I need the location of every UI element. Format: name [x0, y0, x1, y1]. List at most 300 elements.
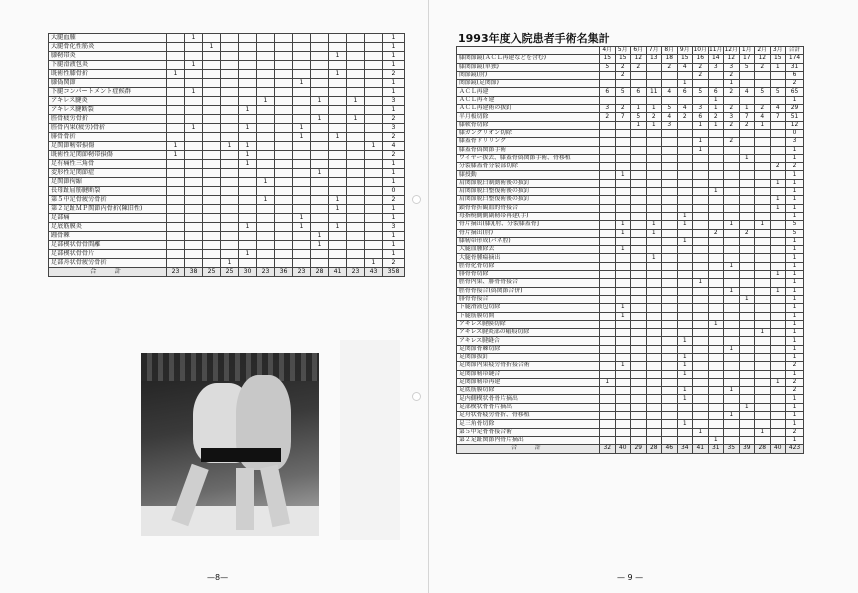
month-cell: 1	[677, 221, 693, 229]
month-cell	[329, 88, 347, 97]
month-cell	[677, 179, 693, 187]
table-row	[49, 214, 405, 223]
month-cell	[662, 436, 678, 444]
month-cell	[693, 80, 709, 88]
table-row	[457, 121, 804, 129]
month-cell	[257, 52, 275, 61]
total-cell: 23	[293, 268, 311, 277]
month-cell	[724, 312, 740, 320]
row-label: 第２足趾ＭＰ関節内骨折(陳旧性)	[49, 205, 167, 214]
month-cell	[770, 279, 786, 287]
month-cell: 1	[755, 121, 771, 129]
month-cell	[365, 52, 383, 61]
month-cell	[203, 205, 221, 214]
month-cell	[662, 412, 678, 420]
month-cell	[708, 287, 724, 295]
month-cell: 1	[724, 80, 740, 88]
month-cell	[221, 115, 239, 124]
month-cell	[724, 254, 740, 262]
month-cell	[365, 151, 383, 160]
month-cell	[167, 232, 185, 241]
month-cell	[646, 271, 662, 279]
month-cell	[724, 304, 740, 312]
row-total: 1	[786, 353, 804, 361]
month-cell	[185, 115, 203, 124]
month-cell: 1	[311, 169, 329, 178]
month-cell	[693, 403, 709, 411]
row-label: 膝蓋骨ドリリング	[457, 138, 600, 146]
month-cell	[755, 337, 771, 345]
month-cell	[646, 262, 662, 270]
month-cell	[770, 320, 786, 328]
month-cell	[600, 229, 616, 237]
month-cell	[275, 88, 293, 97]
month-cell	[347, 214, 365, 223]
month-cell	[708, 212, 724, 220]
month-cell	[221, 241, 239, 250]
surgery-table	[456, 46, 804, 454]
row-label: 下腿滑液包切除	[457, 304, 600, 312]
month-cell: 1	[677, 387, 693, 395]
month-cell	[221, 169, 239, 178]
month-cell	[293, 187, 311, 196]
total-label: 合 計	[49, 268, 167, 277]
month-cell	[693, 378, 709, 386]
month-cell	[677, 279, 693, 287]
month-cell: 1	[708, 96, 724, 104]
month-cell	[365, 124, 383, 133]
month-cell	[755, 188, 771, 196]
month-cell: 4	[662, 88, 678, 96]
row-label: 足部楔状骨骨片摘出	[457, 403, 600, 411]
table-row	[457, 196, 804, 204]
table-row	[49, 232, 405, 241]
row-total: 1	[786, 287, 804, 295]
month-cell: 1	[646, 121, 662, 129]
row-total: 1	[786, 254, 804, 262]
month-cell	[739, 304, 755, 312]
month-cell	[347, 151, 365, 160]
month-cell	[239, 61, 257, 70]
month-cell: 2	[739, 121, 755, 129]
month-cell	[677, 436, 693, 444]
month-cell: 1	[329, 196, 347, 205]
month-cell	[257, 124, 275, 133]
row-total: 51	[786, 113, 804, 121]
month-cell	[329, 232, 347, 241]
month-cell	[631, 329, 647, 337]
table-row	[49, 223, 405, 232]
month-cell	[275, 61, 293, 70]
month-cell	[311, 187, 329, 196]
month-cell	[293, 169, 311, 178]
row-label: 鎖骨骨折観血的骨接合	[457, 204, 600, 212]
row-total: 6	[786, 71, 804, 79]
month-cell	[770, 221, 786, 229]
month-cell	[293, 250, 311, 259]
row-label: ＡＣＬ再々建	[457, 96, 600, 104]
month-cell: 14	[708, 55, 724, 63]
month-cell	[708, 138, 724, 146]
month-cell	[365, 214, 383, 223]
month-cell	[770, 154, 786, 162]
row-total: 1	[383, 241, 405, 250]
month-cell	[311, 43, 329, 52]
month-cell	[677, 188, 693, 196]
month-cell	[646, 204, 662, 212]
month-cell	[693, 420, 709, 428]
month-cell	[739, 337, 755, 345]
row-label: 足部楔状骨骨間離	[49, 241, 167, 250]
month-cell	[770, 312, 786, 320]
month-cell: 1	[693, 138, 709, 146]
month-cell	[329, 187, 347, 196]
month-cell	[677, 329, 693, 337]
month-cell	[221, 43, 239, 52]
month-cell: 1	[739, 403, 755, 411]
month-cell	[631, 146, 647, 154]
left-diagnosis-table	[48, 33, 405, 277]
month-cell	[257, 214, 275, 223]
row-label: 既術性膝骨折	[49, 70, 167, 79]
month-cell	[221, 151, 239, 160]
table-row	[49, 187, 405, 196]
month-cell: 2	[724, 71, 740, 79]
month-cell	[329, 142, 347, 151]
month-cell	[365, 97, 383, 106]
month-cell: 1	[677, 237, 693, 245]
month-cell	[600, 204, 616, 212]
table-row	[457, 329, 804, 337]
row-total: 1	[786, 188, 804, 196]
month-header: 3月	[770, 47, 786, 55]
month-cell	[275, 106, 293, 115]
total-cell: 34	[677, 445, 693, 453]
month-cell	[600, 312, 616, 320]
month-cell	[203, 61, 221, 70]
month-cell	[167, 250, 185, 259]
month-cell	[662, 80, 678, 88]
total-label: 合 計	[457, 445, 600, 453]
row-total: 1	[786, 279, 804, 287]
month-cell: 1	[693, 279, 709, 287]
month-cell	[239, 79, 257, 88]
month-cell	[329, 61, 347, 70]
month-cell	[203, 79, 221, 88]
month-cell	[755, 246, 771, 254]
month-cell	[203, 97, 221, 106]
month-cell	[677, 154, 693, 162]
row-total: 1	[383, 214, 405, 223]
month-cell	[329, 169, 347, 178]
month-cell	[615, 378, 631, 386]
month-cell	[770, 295, 786, 303]
month-cell	[755, 163, 771, 171]
month-cell: 1	[615, 362, 631, 370]
month-cell	[615, 320, 631, 328]
month-cell	[693, 163, 709, 171]
month-cell	[221, 196, 239, 205]
row-label: 長母趾屈筋腱断裂	[49, 187, 167, 196]
total-cell: 32	[600, 445, 616, 453]
month-cell	[221, 79, 239, 88]
row-total: 1	[786, 246, 804, 254]
month-cell: 1	[708, 188, 724, 196]
month-cell: 1	[677, 337, 693, 345]
month-cell	[203, 187, 221, 196]
table-row	[457, 88, 804, 96]
header-row	[457, 47, 804, 55]
month-cell	[293, 88, 311, 97]
month-cell	[631, 163, 647, 171]
month-cell	[724, 188, 740, 196]
month-cell	[275, 124, 293, 133]
month-cell	[275, 250, 293, 259]
month-cell	[739, 221, 755, 229]
table-row	[457, 163, 804, 171]
month-cell	[677, 254, 693, 262]
month-cell	[615, 329, 631, 337]
month-cell	[600, 146, 616, 154]
month-cell	[185, 52, 203, 61]
month-cell	[347, 160, 365, 169]
table-row	[49, 142, 405, 151]
month-cell	[770, 188, 786, 196]
month-cell: 1	[677, 362, 693, 370]
month-cell	[600, 254, 616, 262]
month-cell	[631, 171, 647, 179]
month-cell: 1	[600, 378, 616, 386]
month-cell	[755, 96, 771, 104]
month-cell	[724, 146, 740, 154]
month-cell	[347, 142, 365, 151]
month-cell	[167, 169, 185, 178]
month-cell	[293, 160, 311, 169]
month-cell	[770, 395, 786, 403]
binder-hole	[412, 195, 421, 204]
month-cell	[257, 223, 275, 232]
month-cell	[239, 232, 257, 241]
month-cell	[329, 259, 347, 268]
month-cell	[708, 353, 724, 361]
month-cell: 2	[677, 113, 693, 121]
month-cell: 15	[770, 55, 786, 63]
total-row	[49, 268, 405, 277]
row-total: 2	[383, 151, 405, 160]
month-cell	[631, 370, 647, 378]
month-cell	[257, 61, 275, 70]
table-row	[457, 403, 804, 411]
month-cell	[329, 79, 347, 88]
month-cell	[275, 79, 293, 88]
month-cell	[221, 97, 239, 106]
month-cell	[203, 250, 221, 259]
table-row	[457, 146, 804, 154]
month-cell	[221, 205, 239, 214]
month-cell	[662, 279, 678, 287]
month-cell: 1	[646, 254, 662, 262]
month-cell	[646, 403, 662, 411]
month-cell	[600, 287, 616, 295]
month-cell	[311, 88, 329, 97]
month-cell	[631, 254, 647, 262]
month-cell	[770, 345, 786, 353]
photo-mawashi	[201, 448, 281, 462]
month-cell: 1	[755, 329, 771, 337]
row-total: 1	[383, 52, 405, 61]
table-row	[457, 171, 804, 179]
month-cell	[739, 271, 755, 279]
month-cell: 1	[615, 221, 631, 229]
month-cell	[221, 124, 239, 133]
month-cell	[600, 428, 616, 436]
month-cell	[167, 187, 185, 196]
row-label: 大腿血腫除去	[457, 246, 600, 254]
month-cell	[615, 271, 631, 279]
month-cell	[185, 223, 203, 232]
month-cell	[631, 96, 647, 104]
month-cell	[185, 205, 203, 214]
month-cell	[755, 129, 771, 137]
month-cell	[600, 196, 616, 204]
month-cell	[693, 96, 709, 104]
month-cell	[724, 295, 740, 303]
row-total: 1	[786, 237, 804, 245]
row-label: 大腿骨化性筋炎	[49, 43, 167, 52]
month-cell	[708, 271, 724, 279]
table-row	[49, 250, 405, 259]
month-cell	[724, 370, 740, 378]
month-cell	[755, 80, 771, 88]
month-cell	[329, 124, 347, 133]
month-cell	[347, 223, 365, 232]
row-total: 1	[786, 262, 804, 270]
month-cell	[724, 179, 740, 187]
month-cell	[600, 188, 616, 196]
month-cell	[167, 88, 185, 97]
month-cell	[275, 43, 293, 52]
row-total: 1	[383, 169, 405, 178]
month-cell: 18	[662, 55, 678, 63]
month-cell	[662, 395, 678, 403]
month-cell	[365, 43, 383, 52]
month-cell	[631, 428, 647, 436]
row-total: 1	[383, 250, 405, 259]
row-label: アキレス腱断裂	[49, 106, 167, 115]
table-row	[457, 387, 804, 395]
table-row	[49, 169, 405, 178]
month-cell	[257, 232, 275, 241]
month-cell	[693, 262, 709, 270]
month-cell	[615, 154, 631, 162]
month-cell: 4	[755, 113, 771, 121]
month-cell	[755, 287, 771, 295]
month-cell	[755, 403, 771, 411]
month-cell	[739, 146, 755, 154]
month-cell	[347, 70, 365, 79]
month-cell	[311, 259, 329, 268]
month-cell	[708, 412, 724, 420]
month-cell	[293, 70, 311, 79]
month-cell	[755, 154, 771, 162]
month-cell: 7	[739, 113, 755, 121]
row-label: ＡＣＬ再建術の抜釘	[457, 105, 600, 113]
row-total: 1	[786, 345, 804, 353]
month-cell	[347, 259, 365, 268]
month-cell	[770, 436, 786, 444]
table-row	[49, 97, 405, 106]
month-cell	[293, 205, 311, 214]
month-cell: 1	[257, 97, 275, 106]
photo-ring	[141, 506, 319, 536]
month-cell	[693, 370, 709, 378]
month-cell	[185, 250, 203, 259]
month-cell: 1	[724, 221, 740, 229]
row-total: 1	[786, 304, 804, 312]
month-cell: 1	[770, 378, 786, 386]
month-cell	[167, 34, 185, 43]
month-cell: 1	[615, 312, 631, 320]
month-cell	[221, 133, 239, 142]
month-cell: 17	[739, 55, 755, 63]
month-cell	[257, 169, 275, 178]
month-cell	[739, 420, 755, 428]
row-total: 5	[786, 221, 804, 229]
month-cell: 2	[693, 63, 709, 71]
month-cell	[600, 271, 616, 279]
month-cell	[662, 329, 678, 337]
row-label: 既術性足関節靭帯損傷	[49, 151, 167, 160]
month-cell	[600, 221, 616, 229]
month-cell	[739, 370, 755, 378]
month-cell	[646, 353, 662, 361]
month-cell	[615, 179, 631, 187]
table-row	[457, 412, 804, 420]
month-cell	[708, 179, 724, 187]
month-cell	[203, 133, 221, 142]
month-cell	[311, 61, 329, 70]
row-total: 1	[786, 154, 804, 162]
month-cell	[708, 171, 724, 179]
month-cell	[615, 387, 631, 395]
row-label: 母指橈側側副靭帯再建(手)	[457, 212, 600, 220]
month-cell	[167, 97, 185, 106]
month-cell	[631, 362, 647, 370]
month-cell	[708, 420, 724, 428]
table-row	[457, 237, 804, 245]
month-cell: 1	[708, 320, 724, 328]
month-cell	[185, 79, 203, 88]
month-cell	[311, 52, 329, 61]
table-row	[457, 378, 804, 386]
row-total: 1	[383, 178, 405, 187]
month-cell: 1	[329, 52, 347, 61]
row-total: 1	[786, 337, 804, 345]
month-cell	[615, 295, 631, 303]
month-cell: 1	[693, 428, 709, 436]
month-cell	[739, 353, 755, 361]
row-total: 3	[786, 138, 804, 146]
month-cell	[293, 115, 311, 124]
row-label: 足内側楔状骨骨片摘出	[457, 395, 600, 403]
total-cell: 23	[347, 268, 365, 277]
table-row	[457, 246, 804, 254]
table-row	[457, 129, 804, 137]
month-cell	[293, 196, 311, 205]
month-cell	[275, 196, 293, 205]
table-row	[457, 221, 804, 229]
month-cell	[770, 71, 786, 79]
